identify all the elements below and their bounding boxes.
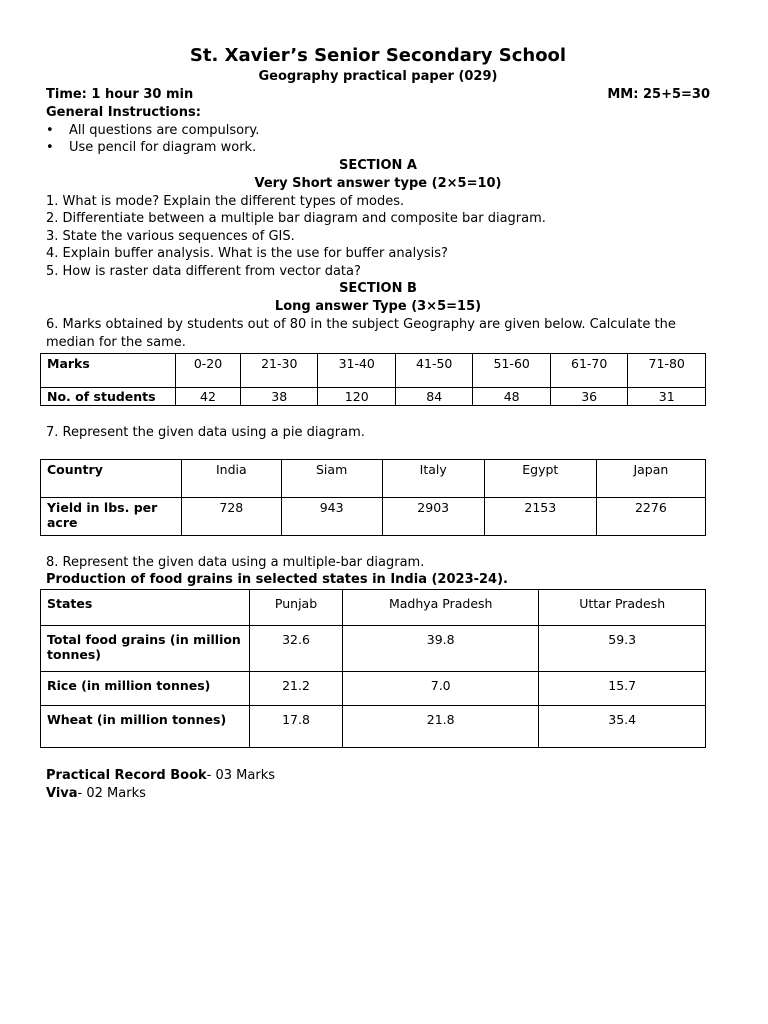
table-caption: Production of food grains in selected states in India (2023-24). (46, 572, 508, 587)
instruction-item: • All questions are compulsory. (46, 122, 710, 140)
table-cell: 31-40 (318, 354, 395, 388)
table-cell: Madhya Pradesh (343, 590, 539, 626)
table-cell: Japan (596, 460, 705, 498)
table-cell: 41-50 (395, 354, 472, 388)
table-cell: 84 (395, 388, 472, 406)
table-cell: Yield in lbs. per acre (41, 498, 182, 536)
max-marks: MM: 25+5=30 (607, 87, 710, 102)
table-cell: No. of students (41, 388, 176, 406)
table-cell: 71-80 (628, 354, 706, 388)
table-cell: 120 (318, 388, 395, 406)
question-8: 8. Represent the given data using a multiple-bar diagram. (46, 555, 425, 570)
table-cell: India (182, 460, 282, 498)
question-1: 1. What is mode? Explain the different types of modes. (46, 193, 405, 209)
table-cell: 35.4 (539, 706, 706, 748)
record-book-label: Practical Record Book (46, 768, 207, 783)
table-cell: 31 (628, 388, 706, 406)
table-cell: 943 (281, 498, 382, 536)
food-grains-table (40, 589, 706, 748)
table-cell: 51-60 (473, 354, 550, 388)
table-cell: 21.8 (343, 706, 539, 748)
section-b-subtitle: Long answer Type (3×5=15) (274, 299, 482, 314)
table-cell: Siam (281, 460, 382, 498)
table-cell: Punjab (250, 590, 343, 626)
yield-table (40, 459, 706, 536)
time-marks-row (46, 86, 710, 104)
table-cell: Wheat (in million tonnes) (41, 706, 250, 748)
marks-table (40, 353, 706, 406)
table-cell: 38 (241, 388, 318, 406)
section-b-title: SECTION B (339, 281, 417, 296)
question-2: 2. Differentiate between a multiple bar diagram and composite bar diagram. (46, 211, 546, 226)
table-cell: 42 (176, 388, 241, 406)
viva-marks: - 02 Marks (77, 786, 146, 801)
table-cell: Marks (41, 354, 176, 388)
viva-line (46, 785, 146, 803)
question-6: 6. Marks obtained by students out of 80 in the subject Geography are given below. Calculate the median for the same. (46, 317, 676, 350)
table-cell: Country (41, 460, 182, 498)
table-cell: 21.2 (250, 672, 343, 706)
table-cell: Uttar Pradesh (539, 590, 706, 626)
table-cell: Italy (382, 460, 484, 498)
school-name: St. Xavier’s Senior Secondary School (189, 45, 567, 66)
instructions-list (46, 122, 710, 157)
instruction-item: • Use pencil for diagram work. (46, 139, 710, 157)
table-cell: 2903 (382, 498, 484, 536)
section-a-subtitle: Very Short answer type (2×5=10) (254, 175, 502, 191)
table-cell: 728 (182, 498, 282, 536)
table-cell: 7.0 (343, 672, 539, 706)
table-cell: 39.8 (343, 626, 539, 672)
table-cell: 36 (550, 388, 627, 406)
question-3: 3. State the various sequences of GIS. (46, 228, 295, 244)
paper-title: Geography practical paper (029) (258, 69, 498, 84)
table-cell: 2276 (596, 498, 705, 536)
time-allowed: Time: 1 hour 30 min (46, 87, 194, 102)
table-cell: 17.8 (250, 706, 343, 748)
question-5: 5. How is raster data different from vector data? (46, 263, 361, 279)
instructions-heading: General Instructions: (46, 105, 201, 120)
exam-paper (46, 44, 710, 351)
section-a-title: SECTION A (338, 157, 417, 173)
table-cell: Rice (in million tonnes) (41, 672, 250, 706)
question-4: 4. Explain buffer analysis. What is the use for buffer analysis? (46, 246, 448, 261)
table-cell: 59.3 (539, 626, 706, 672)
record-book-marks: - 03 Marks (206, 768, 275, 783)
table-cell: Total food grains (in million tonnes) (41, 626, 250, 672)
table-cell: 21-30 (241, 354, 318, 388)
table-cell: 61-70 (550, 354, 627, 388)
table-cell: 2153 (484, 498, 596, 536)
record-book-line (46, 767, 275, 785)
question-7: 7. Represent the given data using a pie diagram. (46, 425, 365, 440)
table-cell: 0-20 (176, 354, 241, 388)
table-cell: Egypt (484, 460, 596, 498)
viva-label: Viva (46, 786, 78, 801)
table-cell: 32.6 (250, 626, 343, 672)
table-cell: States (41, 590, 250, 626)
table-cell: 15.7 (539, 672, 706, 706)
table-cell: 48 (473, 388, 550, 406)
